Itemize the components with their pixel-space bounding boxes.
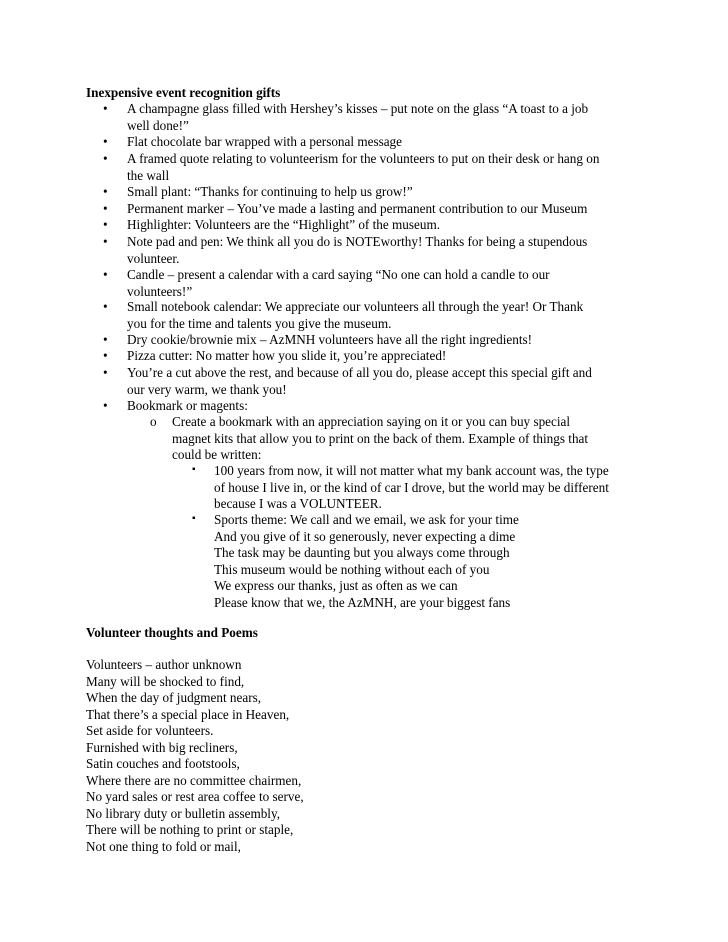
- list-item-line: Note pad and pen: We think all you do is NOTEworthy! Thanks for being a stupendous: [127, 234, 588, 249]
- list-item-line: Bookmark or magents:: [127, 398, 248, 413]
- bullet-marker: •: [103, 201, 108, 216]
- bullet-marker: •: [103, 398, 108, 413]
- list-item-line: Pizza cutter: No matter how you slide it, you’re appreciated!: [127, 348, 447, 363]
- bullet-marker: •: [103, 134, 108, 149]
- bullet-marker: •: [103, 332, 108, 347]
- poem-block: [86, 657, 304, 855]
- list-item-line: you for the time and talents you give the museum.: [127, 315, 392, 331]
- list-item-line: volunteer.: [127, 250, 180, 266]
- sub-list-item-line: Create a bookmark with an appreciation saying on it or you can buy special: [172, 414, 571, 429]
- quote-line: Please know that we, the AzMNH, are your biggest fans: [214, 594, 511, 610]
- poem-line: Volunteers – author unknown: [86, 657, 242, 672]
- list-item-line: Small plant: “Thanks for continuing to help us grow!”: [127, 184, 413, 199]
- sub-list-item-line: magnet kits that allow you to print on the back of them. Example of things that: [172, 430, 589, 446]
- list-item-line: Highlighter: Volunteers are the “Highlight” of the museum.: [127, 217, 441, 232]
- poem-line: Not one thing to fold or mail,: [86, 838, 241, 854]
- square-bullet-marker: ▪: [192, 464, 196, 475]
- list-item-line: volunteers!”: [127, 283, 193, 299]
- quote-line: The task may be daunting but you always come through: [214, 545, 510, 560]
- list-item-line: Flat chocolate bar wrapped with a personal message: [127, 134, 403, 149]
- sub-bullet-marker: o: [150, 414, 157, 429]
- bullet-marker: •: [103, 299, 108, 314]
- quote-line: 100 years from now, it will not matter what my bank account was, the type: [214, 463, 609, 478]
- bullet-marker: •: [103, 151, 108, 166]
- quote-line: And you give of it so generously, never expecting a dime: [214, 528, 516, 544]
- poem-line: When the day of judgment nears,: [86, 690, 262, 705]
- bullet-marker: •: [103, 267, 108, 282]
- poem-line: Satin couches and footstools,: [86, 756, 240, 771]
- quote-line: Sports theme: We call and we email, we ask for your time: [214, 512, 519, 527]
- poem-line: No yard sales or rest area coffee to serve,: [86, 789, 304, 804]
- poem-line: That there’s a special place in Heaven,: [86, 706, 290, 722]
- list-item-line: well done!”: [127, 117, 189, 133]
- poem-line: There will be nothing to print or staple,: [86, 822, 294, 837]
- section-heading-poems: Volunteer thoughts and Poems: [86, 625, 258, 640]
- list-item-line: Small notebook calendar: We appreciate our volunteers all through the year! Or Thank: [127, 299, 584, 314]
- poem-line: No library duty or bulletin assembly,: [86, 805, 280, 821]
- quote-line: We express our thanks, just as often as we can: [214, 578, 458, 593]
- sub-list-item-line: could be written:: [172, 447, 262, 462]
- list-item-line: our very warm, we thank you!: [127, 381, 287, 397]
- bullet-marker: •: [103, 348, 108, 363]
- list-item-line: A framed quote relating to volunteerism for the volunteers to put on their desk or hang on: [127, 151, 600, 166]
- poem-line: Where there are no committee chairmen,: [86, 772, 302, 788]
- list-item-line: A champagne glass filled with Hershey’s kisses – put note on the glass “A toast to a job: [127, 101, 589, 116]
- poem-line: Many will be shocked to find,: [86, 673, 245, 689]
- bullet-marker: •: [103, 101, 108, 116]
- list-item-line: You’re a cut above the rest, and because of all you do, please accept this special gift and: [127, 365, 592, 380]
- poem-line: Furnished with big recliners,: [86, 739, 238, 755]
- list-item-line: the wall: [127, 167, 170, 183]
- bullet-marker: •: [103, 184, 108, 199]
- section-heading-gifts: Inexpensive event recognition gifts: [86, 85, 281, 100]
- bullet-marker: •: [103, 217, 108, 232]
- quote-line: because I was a VOLUNTEER.: [214, 496, 382, 511]
- quote-line: This museum would be nothing without each of you: [214, 561, 490, 577]
- bullet-marker: •: [103, 234, 108, 249]
- bullet-marker: •: [103, 365, 108, 380]
- square-bullet-marker: ▪: [192, 513, 196, 524]
- list-item-line: Candle – present a calendar with a card saying “No one can hold a candle to our: [127, 267, 550, 282]
- list-item-line: Dry cookie/brownie mix – AzMNH volunteers have all the right ingredients!: [127, 332, 533, 347]
- list-item-line: Permanent marker – You’ve made a lasting and permanent contribution to our Museum: [127, 201, 588, 216]
- quote-line: of house I live in, or the kind of car I drove, but the world may be different: [214, 479, 609, 495]
- poem-line: Set aside for volunteers.: [86, 723, 214, 738]
